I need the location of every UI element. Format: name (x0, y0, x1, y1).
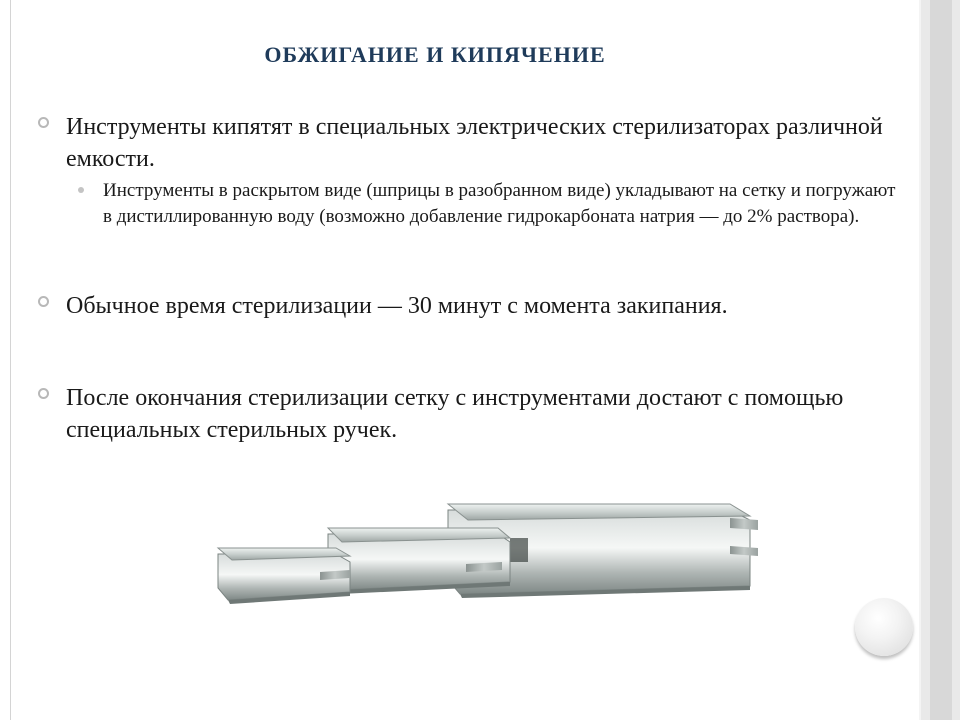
bullet-ring-icon (38, 388, 49, 399)
sub-bullet-text: Инструменты в раскрытом виде (шприцы в разобранном виде) укладывают на сетку и погружают в дистиллированную воду (возможно добавление гидрокарбоната натрия — до 2% раствора). (103, 180, 896, 227)
bullet-ring-icon (38, 117, 49, 128)
bullet-text-1: Инструменты кипятят в специальных электрических стерилизаторах различной емкости. (66, 114, 883, 172)
bullet-text-3: После окончания стерилизации сетку с инструментами достают с помощью специальных стерильных ручек. (66, 385, 844, 443)
frame-line (10, 0, 11, 720)
decorative-circle (855, 598, 913, 656)
side-band-inner (930, 0, 952, 720)
bullet-ring-icon (38, 296, 49, 307)
sterilizer-boxes-image (210, 490, 770, 610)
bullet-text-2: Обычное время стерилизации — 30 минут с момента закипания. (66, 293, 728, 319)
medium-box (328, 528, 510, 594)
slide-title: ОБЖИГАНИЕ И КИПЯЧЕНИЕ (264, 42, 606, 67)
sub-bullet-dot-icon (78, 187, 84, 193)
small-box (218, 548, 350, 604)
